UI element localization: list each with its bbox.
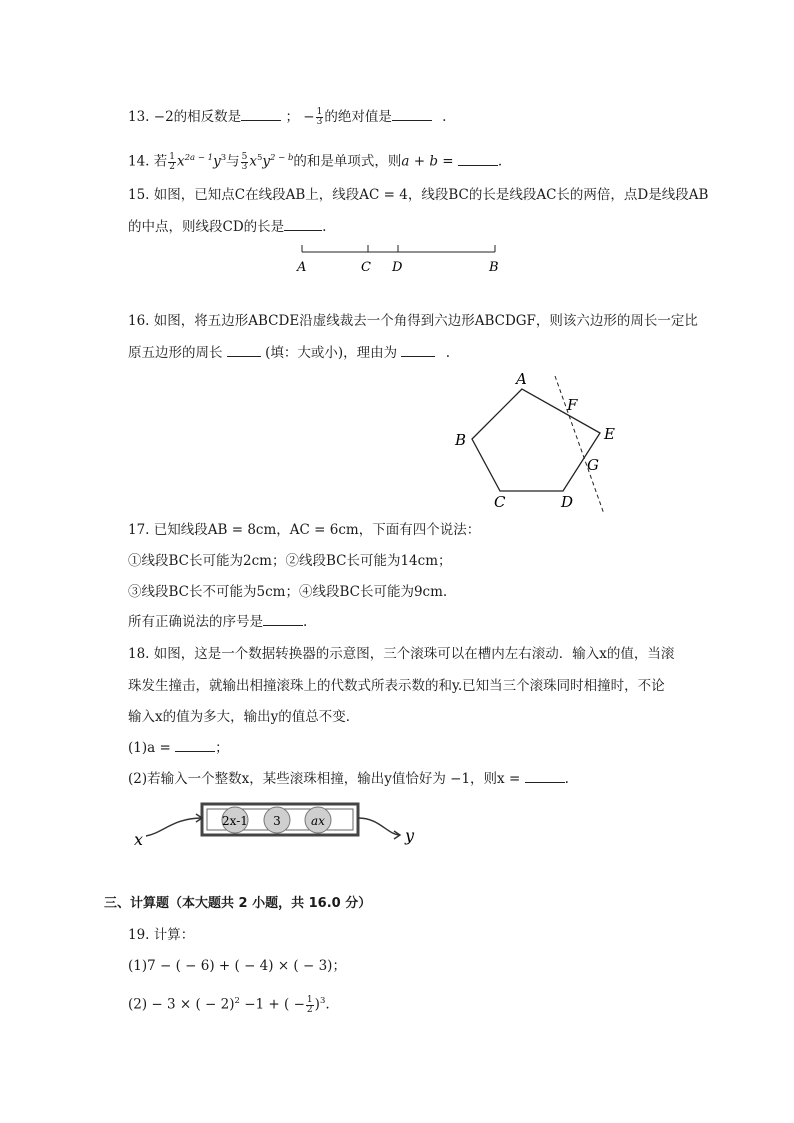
section-title: 三、计算题（本大题共 2 小题，共 16.0 分） <box>104 896 372 911</box>
q18-sub1-text: (1)a = <box>128 740 171 756</box>
answer-blank[interactable] <box>175 739 215 752</box>
exponent: 3 <box>220 153 227 163</box>
vertex-label-d: D <box>561 493 574 511</box>
point-label-b: B <box>489 260 499 275</box>
answer-blank[interactable] <box>227 344 261 357</box>
fraction-numerator: 1 <box>316 107 323 117</box>
answer-blank[interactable] <box>284 218 322 231</box>
exponent: 2 − b <box>270 153 294 163</box>
q17-text: 所有正确说法的序号是 <box>128 614 263 630</box>
question-15-line-2 <box>128 218 326 236</box>
fraction-denominator: 2 <box>169 161 176 172</box>
point-label-a: A <box>297 260 307 275</box>
q14-text-post: 的和是单项式，则 <box>293 153 402 170</box>
q14-text-pre: 若 <box>153 153 168 170</box>
q14-end: . <box>497 153 503 170</box>
question-16-line-1: 16. 如图，将五边形ABCDE沿虚线裁去一个角得到六边形ABCDGF，则该六边形的周长一定比 <box>128 313 698 329</box>
fraction-numerator: 1 <box>306 994 313 1005</box>
question-17-line-1: 17. 已知线段AB = 8cm，AC = 6cm，下面有四个说法： <box>128 522 481 538</box>
q13-minus: − <box>303 109 315 125</box>
vertex-label-e: E <box>604 425 615 443</box>
question-number: 14. <box>128 153 150 170</box>
q13-text-2: 的绝对值是 <box>324 109 392 125</box>
q14-expression: a + b = <box>401 153 454 170</box>
variable-y: y <box>262 153 271 170</box>
q18-sub2-text: (2)若输入一个整数x，某些滚珠相撞，输出y值恰好为 −1，则x = <box>128 771 521 787</box>
q14-text-mid: 与 <box>226 153 240 170</box>
q18-sub1-end: ； <box>215 740 229 756</box>
variable-x: x <box>249 153 257 170</box>
question-18-line-2: 珠发生撞击，就输出相撞滚珠上的代数式所表示数的和y.已知当三个滚珠同时相撞时，不论 <box>128 678 665 694</box>
answer-blank[interactable] <box>525 770 565 783</box>
question-17-line-2: ①线段BC长可能为2cm；②线段BC长可能为14cm； <box>128 553 452 569</box>
q18-sub2-end: . <box>564 771 569 787</box>
fraction <box>316 108 324 127</box>
variable-x: x <box>177 153 185 170</box>
question-18-line-1: 18. 如图，这是一个数据转换器的示意图，三个滚珠可以在槽内左右滚动．输入x的值，当滚 <box>128 646 675 662</box>
variable-y: y <box>213 153 221 170</box>
fraction-denominator: 2 <box>306 1004 313 1015</box>
pentagon-shape <box>472 389 600 491</box>
input-label-x: x <box>134 830 144 849</box>
question-19-title: 19. 计算： <box>128 927 195 943</box>
q13-text-1: −2的相反数是 <box>153 109 242 125</box>
pentagon-diagram <box>440 366 630 518</box>
fraction <box>168 153 176 172</box>
exponent: 2 <box>234 996 240 1006</box>
input-arrow <box>146 818 202 836</box>
exponent: 5 <box>256 153 263 163</box>
answer-blank[interactable] <box>401 344 435 357</box>
vertex-label-a: A <box>516 370 527 388</box>
question-19-sub-1: (1)7 − ( − 6) + ( − 4) × ( − 3)； <box>128 958 346 974</box>
q15-end: . <box>322 219 327 235</box>
answer-blank[interactable] <box>458 153 498 166</box>
q19-sub2-end: . <box>325 996 330 1013</box>
q13-separator: ； <box>285 109 299 125</box>
question-17-line-3: ③线段BC长不可能为5cm；④线段BC长可能为9cm. <box>128 584 448 600</box>
q19-sub2-close: ) <box>314 996 320 1013</box>
answer-blank[interactable] <box>263 613 303 626</box>
question-19-sub-2 <box>128 992 330 1015</box>
fraction-denominator: 3 <box>316 117 323 127</box>
answer-blank[interactable] <box>392 108 432 121</box>
fraction-denominator: 3 <box>241 161 248 172</box>
q19-sub2-text: (2) − 3 × ( − 2) <box>128 996 235 1013</box>
q17-end: . <box>303 614 308 630</box>
fraction <box>241 153 249 172</box>
q13-end: . <box>442 109 447 125</box>
point-label-d: D <box>392 260 403 275</box>
question-18-line-3: 输入x的值为多大，输出y的值总不变． <box>128 709 360 725</box>
question-13 <box>128 108 446 127</box>
question-number: 13. <box>128 109 150 125</box>
ball-1-label: 2x-1 <box>222 814 248 828</box>
vertex-label-g: G <box>587 456 599 474</box>
question-16-line-2 <box>128 344 450 362</box>
vertex-label-b: B <box>455 431 467 449</box>
question-18-sub-1 <box>128 739 229 757</box>
output-label-y: y <box>405 826 415 845</box>
fraction <box>306 996 314 1015</box>
question-15-line-1: 15. 如图，已知点C在线段AB上，线段AC = 4，线段BC的长是线段AC长的两倍，点D是线段AB <box>128 187 709 203</box>
output-arrow <box>358 818 400 835</box>
question-17-line-4 <box>128 613 307 631</box>
exponent: 2a − 1 <box>184 153 214 163</box>
vertex-label-c: C <box>494 493 506 511</box>
fraction-numerator: 5 <box>241 151 248 162</box>
q16-text-2: (填：大或小)，理由为 <box>265 345 398 361</box>
q19-sub2-mid: −1 + ( − <box>239 996 305 1013</box>
fraction-numerator: 1 <box>169 151 176 162</box>
segment-diagram <box>290 240 510 276</box>
question-18-sub-2 <box>128 770 569 788</box>
data-converter-diagram <box>128 798 428 850</box>
q16-end: . <box>445 345 451 361</box>
ball-3-label: ax <box>311 814 325 828</box>
q15-text: 的中点，则线段CD的长是 <box>128 219 285 235</box>
answer-blank[interactable] <box>241 108 281 121</box>
vertex-label-f: F <box>567 396 578 414</box>
ball-2-label: 3 <box>273 814 281 828</box>
question-14 <box>128 149 502 172</box>
q16-text-1: 原五边形的周长 <box>128 345 223 361</box>
point-label-c: C <box>361 260 371 275</box>
exponent: 3 <box>319 996 326 1006</box>
